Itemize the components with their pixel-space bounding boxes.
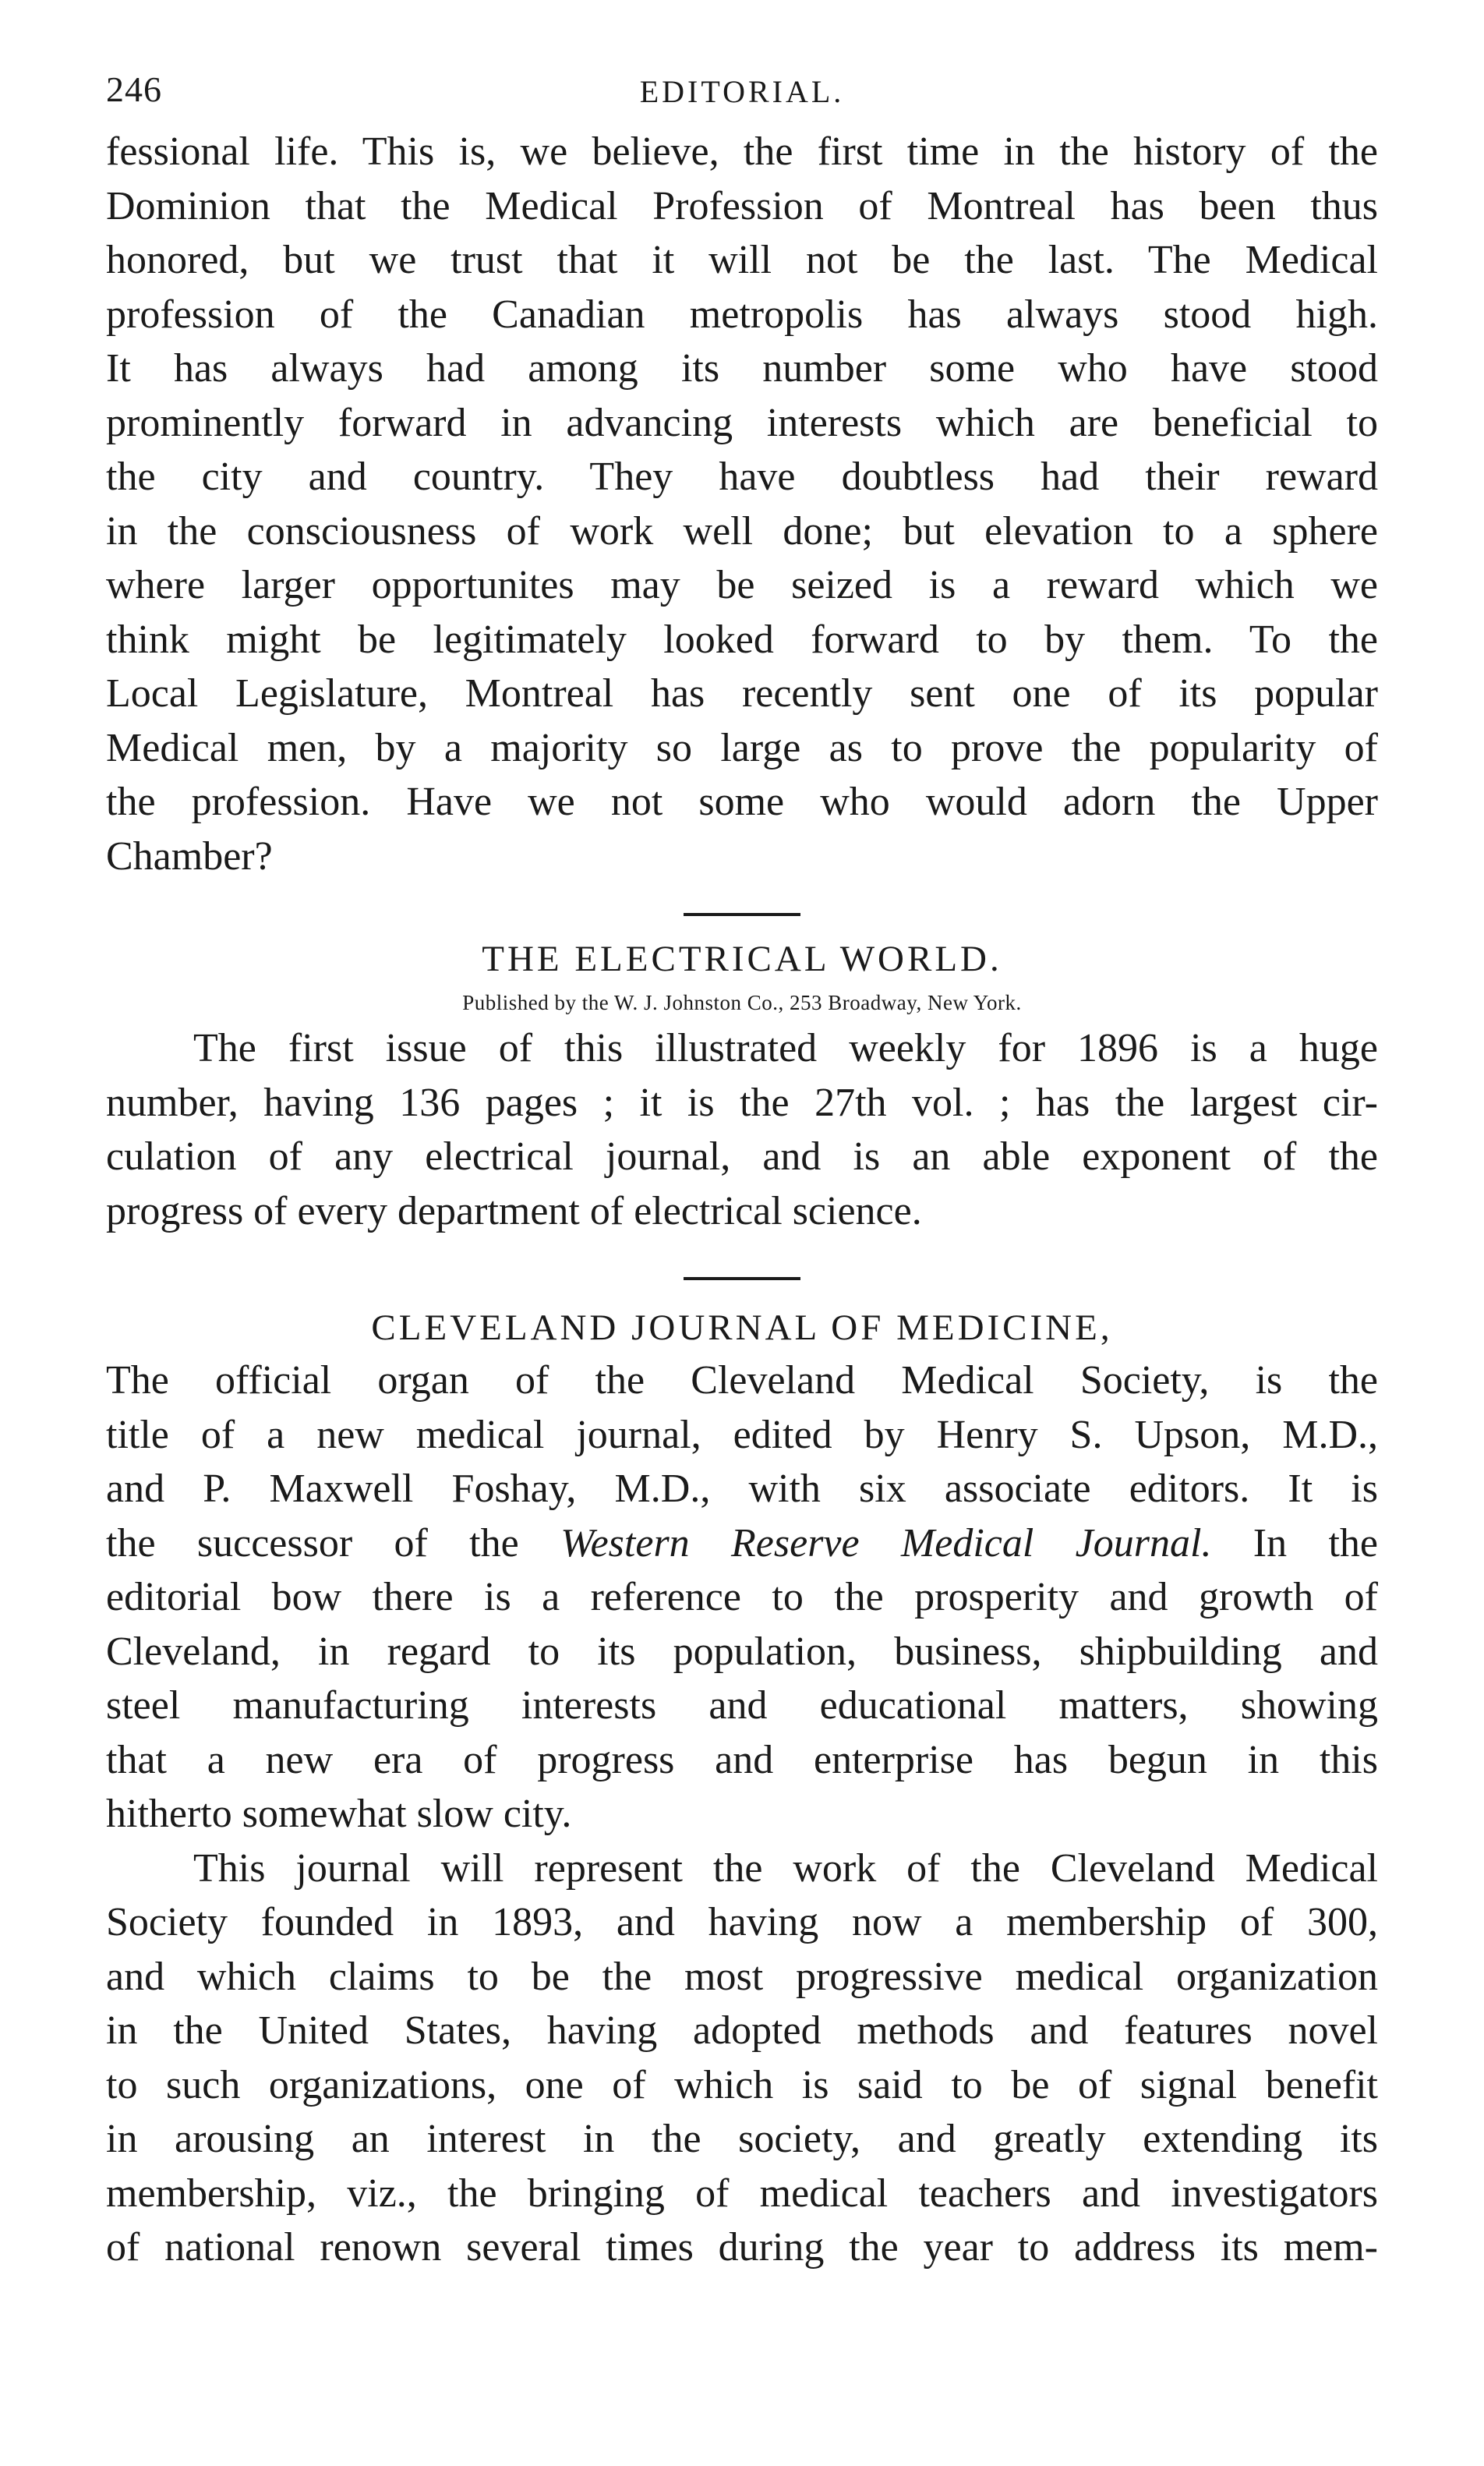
page-number: 246 bbox=[106, 69, 162, 109]
text-line: honored, but we trust that it will not be the last. The Medical bbox=[106, 238, 1378, 282]
text-line: Medical men, by a majority so large as to prove the popularity of bbox=[106, 725, 1378, 770]
text-line: culation of any electrical journal, and is an able exponent of the bbox=[106, 1134, 1378, 1179]
text-line: Local Legislature, Montreal has recently sent one of its popular bbox=[106, 671, 1378, 716]
text-line: to such organizations, one of which is said to be of signal benefit bbox=[106, 2062, 1378, 2107]
text-line: in the consciousness of work well done; but elevation to a sphere bbox=[106, 508, 1378, 554]
text-line: The official organ of the Cleveland Medical Society, is the bbox=[106, 1358, 1378, 1403]
text-line: prominently forward in advancing interests which are beneficial to bbox=[106, 400, 1378, 445]
text-line: and which claims to be the most progressive medical organization bbox=[106, 1954, 1378, 1999]
text-line: the profession. Have we not some who would adorn the Upper bbox=[106, 780, 1378, 824]
cleveland-paragraph-2 bbox=[106, 1842, 1378, 2275]
text-line: Cleveland, in regard to its population, business, shipbuilding and bbox=[106, 1629, 1378, 1674]
text-line: in the United States, having adopted methods and features novel bbox=[106, 2008, 1378, 2053]
text-line: hitherto somewhat slow city. bbox=[106, 1792, 572, 1836]
section-title-cleveland-journal: CLEVELAND JOURNAL OF MEDICINE, bbox=[371, 1307, 1113, 1348]
text-line: This journal will represent the work of the Cleveland Medical bbox=[193, 1845, 1378, 1891]
electrical-world-paragraph bbox=[106, 1021, 1378, 1238]
text-line: Chamber? bbox=[106, 833, 273, 879]
text-line: fessional life. This is, we believe, the first time in the history of the bbox=[106, 129, 1378, 174]
text-line: profession of the Canadian metropolis has always stood high. bbox=[106, 292, 1378, 337]
section-title-electrical-world: THE ELECTRICAL WORLD. bbox=[482, 939, 1002, 979]
running-title: EDITORIAL. bbox=[639, 74, 845, 109]
text-line: progress of every department of electrical science. bbox=[106, 1188, 922, 1233]
cleveland-paragraph-1 bbox=[106, 1353, 1378, 1842]
text-line: editorial bow there is a reference to the prosperity and growth of bbox=[106, 1575, 1378, 1619]
text-line: where larger opportunites may be seized is a reward which we bbox=[106, 563, 1378, 607]
text-line: title of a new medical journal, edited by Henry S. Upson, M.D., bbox=[106, 1412, 1378, 1457]
text-run: In the bbox=[1211, 1520, 1379, 1566]
text-line bbox=[106, 1516, 1378, 1571]
text-line: steel manufacturing interests and educational matters, showing bbox=[106, 1683, 1378, 1728]
text-line: of national renown several times during the year to address its mem- bbox=[106, 2225, 1378, 2270]
text-line: Society founded in 1893, and having now a membership of 300, bbox=[106, 1900, 1378, 1944]
text-line: The first issue of this illustrated weekly for 1896 is a huge bbox=[193, 1026, 1378, 1070]
text-line: number, having 136 pages ; it is the 27th vol. ; has the largest cir- bbox=[106, 1080, 1378, 1125]
text-line: that a new era of progress and enterprise has begun in this bbox=[106, 1737, 1378, 1782]
running-head bbox=[106, 55, 1378, 112]
publisher-imprint: Published by the W. J. Johnston Co., 253 Broadway, New York. bbox=[462, 991, 1022, 1014]
section-divider bbox=[684, 913, 800, 916]
journal-title-italic: Western Reserve Medical Journal. bbox=[560, 1520, 1212, 1566]
book-page bbox=[106, 55, 1378, 2275]
text-line: membership, viz., the bringing of medical teachers and investigators bbox=[106, 2171, 1378, 2216]
text-line: and P. Maxwell Foshay, M.D., with six associate editors. It is bbox=[106, 1467, 1378, 1511]
intro-paragraph bbox=[106, 125, 1378, 883]
text-line: think might be legitimately looked forward to by them. To the bbox=[106, 617, 1378, 662]
text-line: It has always had among its number some who have stood bbox=[106, 346, 1378, 391]
text-run: the successor of the bbox=[106, 1520, 561, 1566]
text-line: in arousing an interest in the society, and greatly extending its bbox=[106, 2117, 1378, 2161]
text-line: Dominion that the Medical Profession of Montreal has been thus bbox=[106, 183, 1378, 228]
text-line: the city and country. They have doubtless had their reward bbox=[106, 455, 1378, 499]
section-divider bbox=[684, 1277, 800, 1280]
